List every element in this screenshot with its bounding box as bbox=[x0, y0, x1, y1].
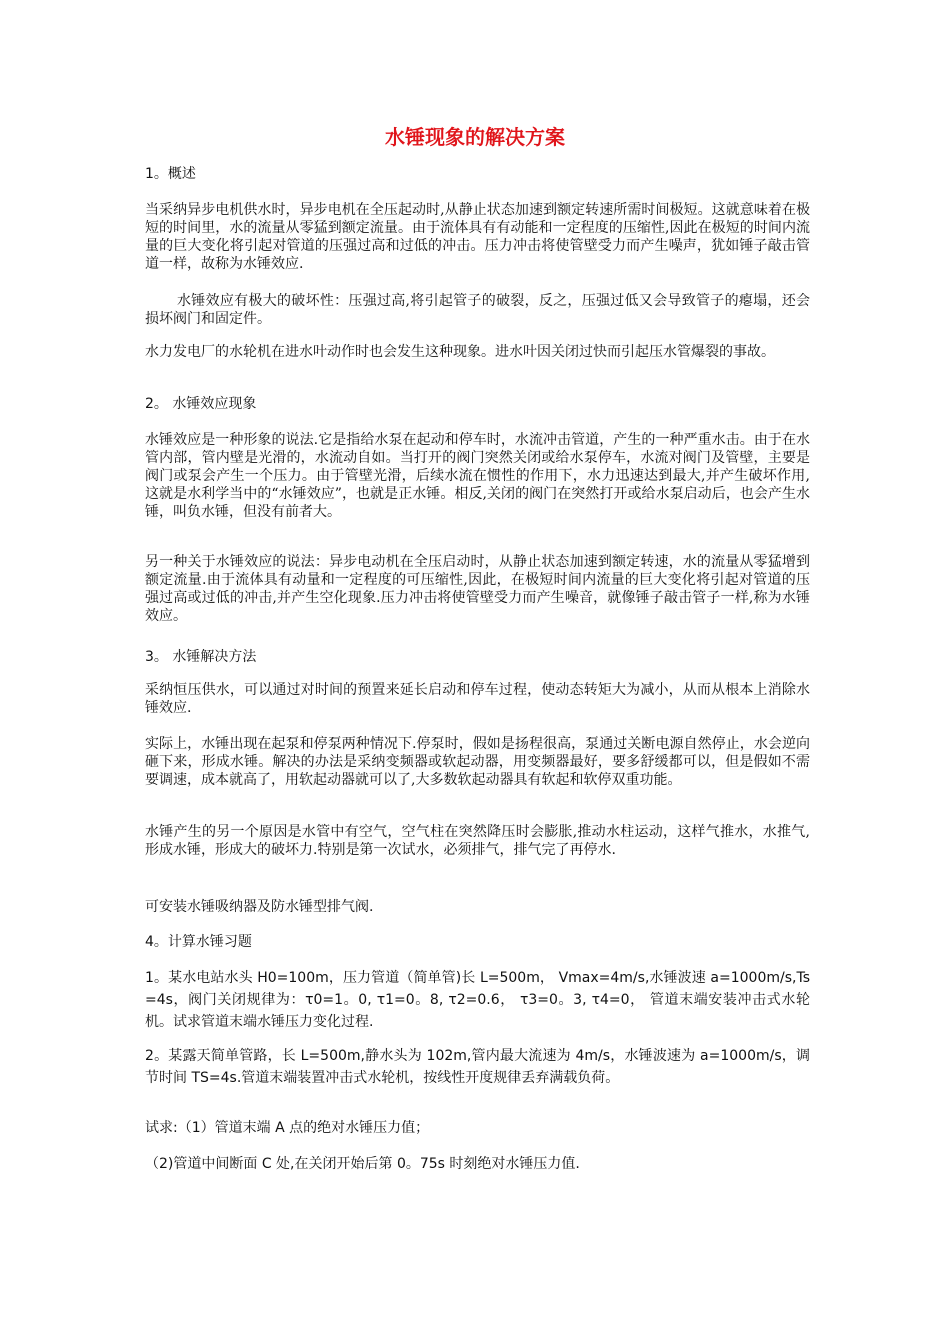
section-4-problem-2: 2。某露天简单管路，长 L=500m,静水头为 102m,管内最大流速为 4m/s，水锤波速为 a=1000m/s，调节时间 TS=4s.管道末端装置冲击式水轮机，按线性开度规律丢弃满载负荷。 bbox=[145, 1048, 810, 1086]
section-1-paragraph-1: 当采纳异步电机供水时，异步电机在全压起动时,从静止状态加速到额定转速所需时间极短。这就意味着在极短的时间里，水的流量从零猛到额定流量。由于流体具有有动能和一定程度的压缩性,因此在极短的时间内流量的巨大变化将引起对管道的压强过高和过低的冲击。压力冲击将使管壁受力而产生噪声，犹如锤子敲击管道一样，故称为水锤效应. bbox=[145, 202, 810, 272]
section-3-paragraph-3: 水锤产生的另一个原因是水管中有空气，空气柱在突然降压时会膨胀,推动水柱运动，这样气推水，水推气,形成水锤，形成大的破坏力.特别是第一次试水，必须排气，排气完了再停水. bbox=[145, 824, 810, 858]
section-4-question-2: （2)管道中间断面 C 处,在关闭开始后第 0。75s 时刻绝对水锤压力值. bbox=[145, 1156, 580, 1172]
section-2-heading: 2。 水锤效应现象 bbox=[145, 396, 257, 412]
section-3-paragraph-1: 采纳恒压供水，可以通过对时间的预置来延长启动和停车过程，使动态转矩大为减小，从而从根本上消除水锤效应. bbox=[145, 682, 810, 716]
section-4-question-1: 试求:（1）管道末端 A 点的绝对水锤压力值； bbox=[145, 1120, 430, 1136]
section-3-heading: 3。 水锤解决方法 bbox=[145, 649, 257, 665]
section-1-paragraph-2: 水锤效应有极大的破坏性：压强过高,将引起管子的破裂，反之，压强过低又会导致管子的瘪塌，还会损坏阀门和固定件。 bbox=[145, 293, 810, 327]
section-2-paragraph-2: 另一种关于水锤效应的说法：异步电动机在全压启动时，从静止状态加速到额定转速，水的流量从零猛增到额定流量.由于流体具有动量和一定程度的可压缩性,因此，在极短时间内流量的巨大变化将引起对管道的压强过高或过低的冲击,并产生空化现象.压力冲击将使管壁受力而产生噪音，就像锤子敲击管子一样,称为水锤效应。 bbox=[145, 554, 810, 624]
section-2-paragraph-1: 水锤效应是一种形象的说法.它是指给水泵在起动和停车时，水流冲击管道，产生的一种严重水击。由于在水管内部，管内壁是光滑的，水流动自如。当打开的阀门突然关闭或给水泵停车，水流对阀门及管壁，主要是阀门或泵会产生一个压力。由于管壁光滑，后续水流在惯性的作用下，水力迅速达到最大,并产生破坏作用,这就是水利学当中的“水锤效应”，也就是正水锤。相反,关闭的阀门在突然打开或给水泵启动后，也会产生水锤，叫负水锤，但没有前者大。 bbox=[145, 432, 810, 520]
section-4-heading: 4。计算水锤习题 bbox=[145, 934, 252, 950]
document-title: 水锤现象的解决方案 bbox=[385, 125, 565, 149]
section-3-paragraph-2: 实际上，水锤出现在起泵和停泵两种情况下.停泵时，假如是扬程很高，泵通过关断电源自然停止，水会逆向砸下来，形成水锤。解决的办法是采纳变频器或软起动器，用变频器最好，要多舒缓都可以，但是假如不需要调速，成本就高了，用软起动器就可以了,大多数软起动器具有软起和软停双重功能。 bbox=[145, 736, 810, 788]
section-1-heading: 1。概述 bbox=[145, 166, 196, 182]
section-3-paragraph-4: 可安装水锤吸纳器及防水锤型排气阀. bbox=[145, 899, 374, 915]
section-4-problem-1: 1。某水电站水头 H0=100m，压力管道（简单管)长 L=500m， Vmax=4m/s,水锤波速 a=1000m/s,Ts=4s，阀门关闭规律为：τ0=1。0, τ1=0。8, τ2=0.6， τ3=0。3, τ4=0， 管道末端安装冲击式水轮机。试求管道末端水锤压力变化过程. bbox=[145, 970, 810, 1030]
section-1-paragraph-3: 水力发电厂的水轮机在进水叶动作时也会发生这种现象。进水叶因关闭过快而引起压水管爆裂的事故。 bbox=[145, 344, 775, 360]
